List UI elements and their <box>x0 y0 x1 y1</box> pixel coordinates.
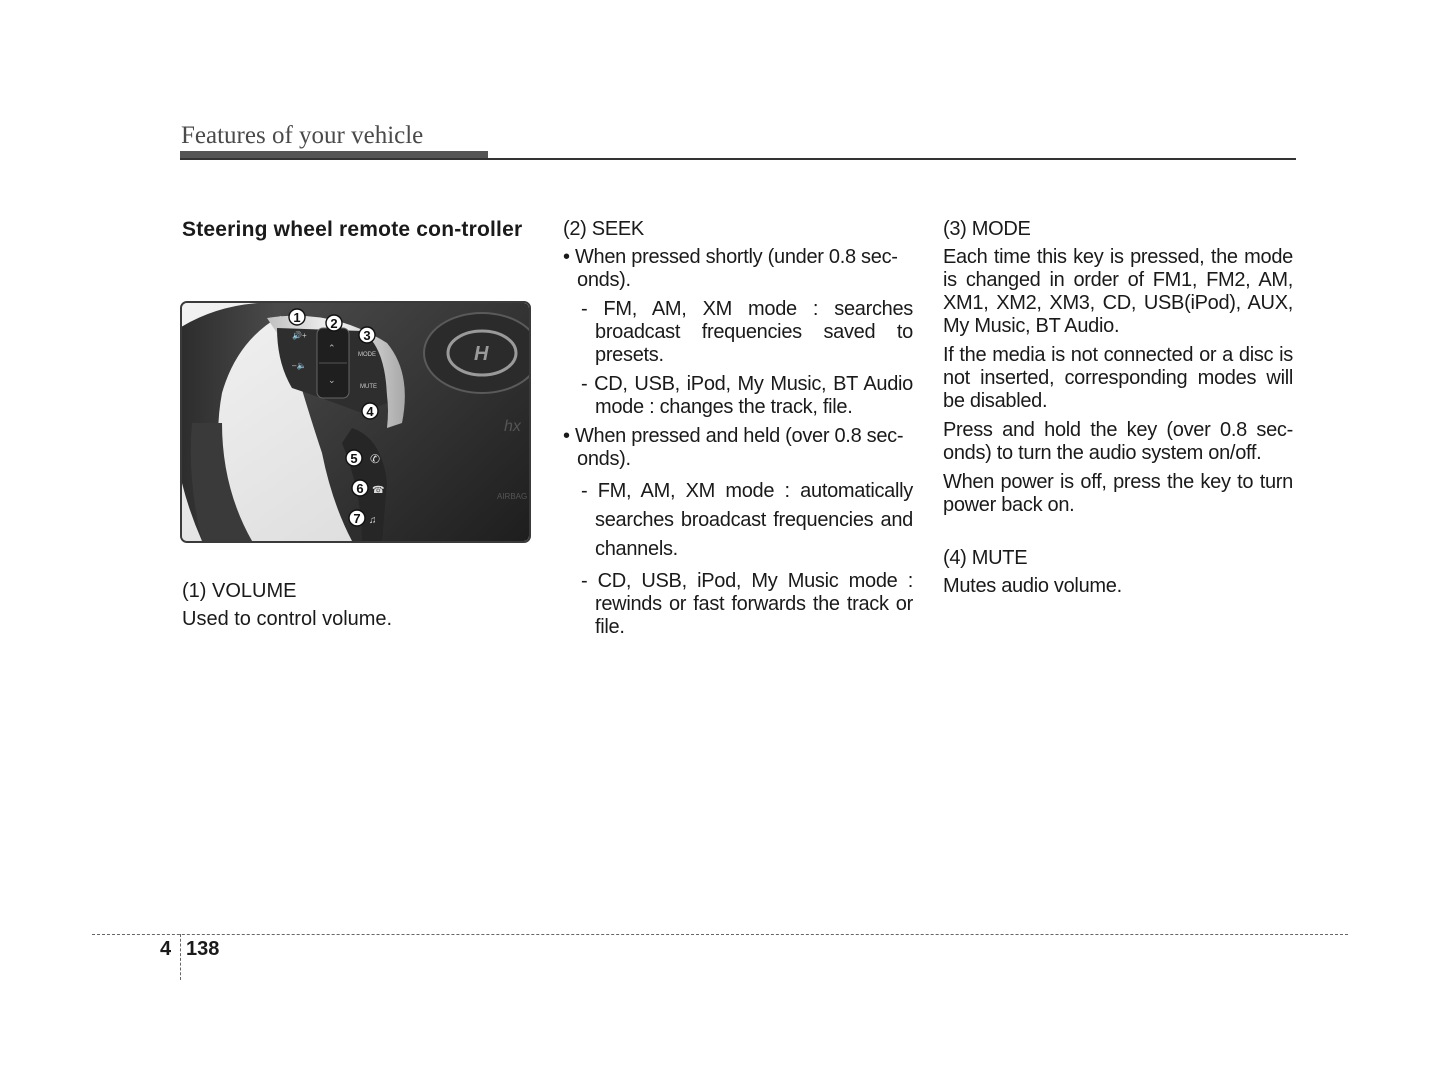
volume-heading: (1) VOLUME <box>182 580 297 602</box>
footer-rule <box>92 934 1348 935</box>
seek-dash-cd-rewind: - CD, USB, iPod, My Music mode : rewinds or fast forwards the track or file. <box>581 570 913 638</box>
chapter-number: 4 <box>160 938 172 960</box>
steering-wheel-illustration <box>182 303 529 541</box>
svg-text:MODE: MODE <box>358 352 376 358</box>
svg-text:AIRBAG: AIRBAG <box>497 492 528 501</box>
header-rule <box>180 158 1296 160</box>
footer-divider <box>180 934 181 980</box>
svg-text:MUTE: MUTE <box>360 384 377 390</box>
svg-text:7: 7 <box>353 511 361 526</box>
svg-text:♫: ♫ <box>369 515 377 526</box>
svg-text:🔊+: 🔊+ <box>292 331 307 340</box>
page-number: 138 <box>186 938 220 960</box>
svg-text:☎: ☎ <box>372 485 385 496</box>
header-title: Features of your vehicle <box>181 122 424 149</box>
svg-text:H: H <box>474 343 489 365</box>
mode-heading: (3) MODE <box>943 218 1031 240</box>
volume-section <box>182 580 532 637</box>
svg-text:3: 3 <box>363 328 371 343</box>
seek-bullet-short: • When pressed shortly (under 0.8 sec-onds). <box>563 246 898 291</box>
volume-text: Used to control volume. <box>182 608 393 630</box>
svg-text:⌄: ⌄ <box>328 375 336 385</box>
seek-dash-cd-track: - CD, USB, iPod, My Music, BT Audio mode : changes the track, file. <box>581 373 913 418</box>
svg-text:4: 4 <box>366 404 374 419</box>
section-title: Steering wheel remote con-troller <box>182 218 523 241</box>
column-1 <box>182 218 532 241</box>
seek-dash-fm-presets: - FM, AM, XM mode : searches broadcast frequencies saved to presets. <box>581 298 913 366</box>
svg-text:2: 2 <box>330 316 338 331</box>
svg-text:–🔈: –🔈 <box>292 361 307 370</box>
column-3 <box>943 218 1293 604</box>
seek-heading: (2) SEEK <box>563 218 644 240</box>
mode-paragraph-4: When power is off, press the key to turn power back on. <box>943 471 1293 516</box>
svg-text:✆: ✆ <box>370 452 381 466</box>
mode-paragraph-3: Press and hold the key (over 0.8 sec-onds) to turn the audio system on/off. <box>943 419 1293 464</box>
mute-heading: (4) MUTE <box>943 547 1028 569</box>
svg-text:6: 6 <box>356 481 364 496</box>
steering-wheel-figure <box>180 301 531 543</box>
mode-paragraph-1: Each time this key is pressed, the mode is changed in order of FM1, FM2, AM, XM1, XM2, XM3, CD, USB(iPod), AUX, My Music, BT Audio. <box>943 246 1293 337</box>
svg-text:5: 5 <box>350 451 358 466</box>
svg-text:1: 1 <box>293 310 301 325</box>
column-2 <box>563 218 913 645</box>
seek-dash-fm-auto: - FM, AM, XM mode : automatically searches broadcast frequencies and channels. <box>581 480 913 560</box>
mode-paragraph-2: If the media is not connected or a disc is not inserted, corresponding modes will be disabled. <box>943 344 1293 412</box>
svg-text:hx: hx <box>504 418 521 435</box>
svg-text:⌃: ⌃ <box>328 343 336 353</box>
mute-text: Mutes audio volume. <box>943 575 1122 597</box>
seek-bullet-held: • When pressed and held (over 0.8 sec-onds). <box>563 425 904 470</box>
